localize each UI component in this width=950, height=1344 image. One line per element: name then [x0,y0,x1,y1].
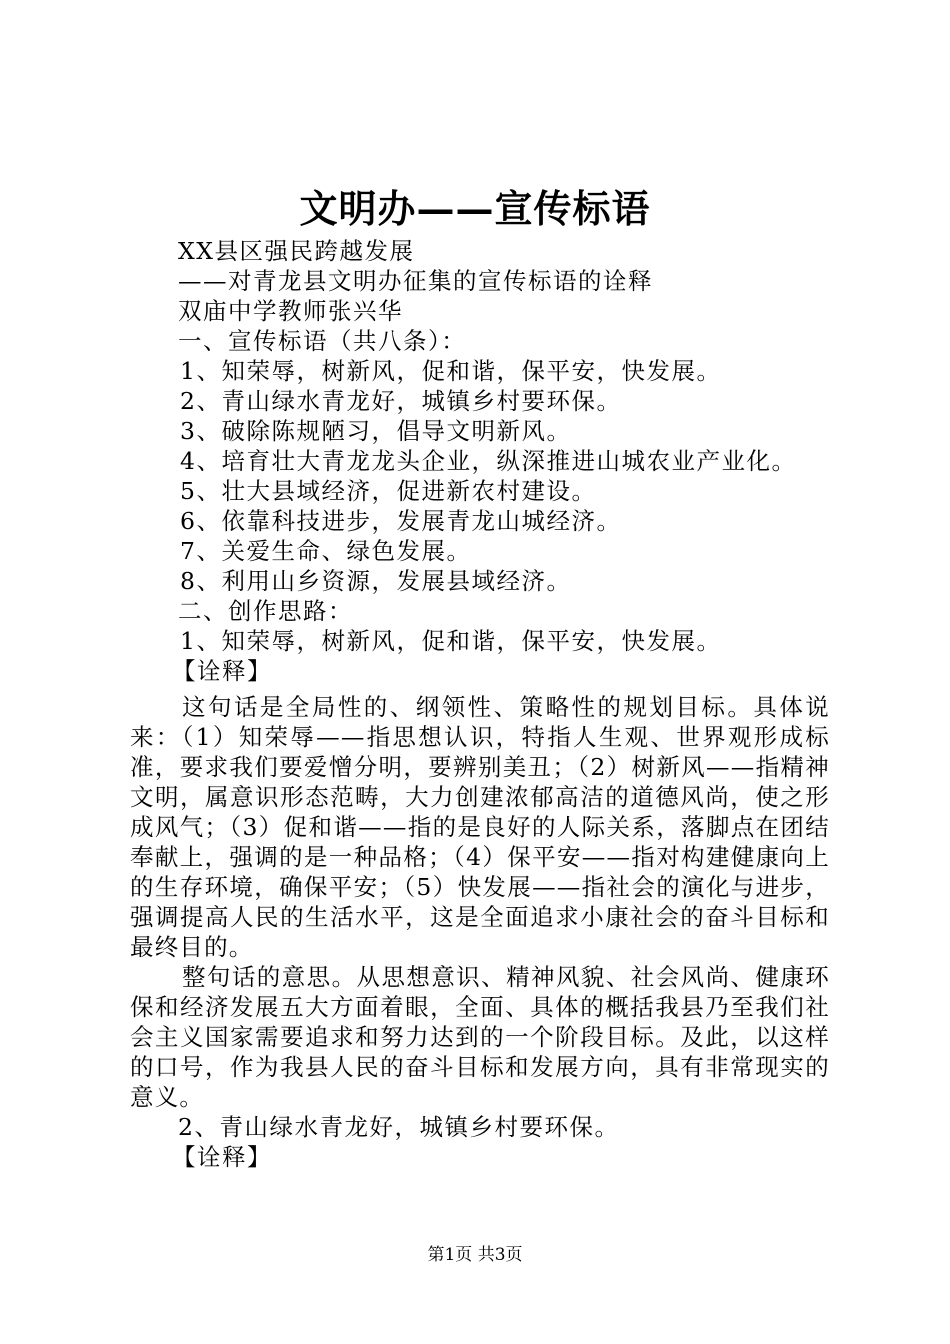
explained-slogan: 1、知荣辱，树新风，促和谐，保平安，快发展。 [180,627,722,655]
annotation-label: 【诠释】 [172,657,272,685]
annotation-label: 【诠释】 [172,1143,272,1171]
annotation-paragraph: 整句话的意思。从思想意识、精神风貌、社会风尚、健康环保和经济发展五大方面着眼，全面、具体的概括我县乃至我们社会主义国家需要追求和努力达到的一个阶段目标。及此，以这样的口号，作为我县人民的奋斗目标和发展方向，具有非常现实的意义。 [130,963,830,1111]
page-footer: 第1页 共3页 [427,1245,523,1265]
slogan-item: 4、培育壮大青龙龙头企业，纵深推进山城农业产业化。 [180,447,797,475]
explained-slogan: 2、青山绿水青龙好，城镇乡村要环保。 [178,1113,620,1141]
slogan-item: 6、依靠科技进步，发展青龙山城经济。 [180,507,622,535]
slogan-item: 3、破除陈规陋习，倡导文明新风。 [180,417,572,445]
slogan-item: 2、青山绿水青龙好，城镇乡村要环保。 [180,387,622,415]
section-heading: 一、宣传标语（共八条）： [178,327,467,355]
annotation-block [130,692,830,1172]
document-title: 文明办——宣传标语 [299,186,651,231]
subtitle-line: XX县区强民跨越发展 [178,237,415,265]
slogan-item: 1、知荣辱，树新风，促和谐，保平安，快发展。 [180,357,722,385]
annotation-paragraph: 这句话是全局性的、纲领性、策略性的规划目标。具体说来：（1）知荣辱——指思想认识，特指人生观、世界观形成标准，要求我们要爱憎分明，要辨别美丑；（2）树新风——指精神文明，属意识形态范畴，大力创建浓郁高洁的道德风尚，使之形成风气；（3）促和谐——指的是良好的人际关系，落脚点在团结奉献上，强调的是一种品格；（4）保平安——指对构建健康向上的生存环境，确保平安；（5）快发展——指社会的演化与进步，强调提高人民的生活水平，这是全面追求小康社会的奋斗目标和最终目的。 [130,693,830,961]
document-body [130,236,830,686]
slogan-item: 5、壮大县域经济，促进新农村建设。 [180,477,597,505]
slogan-item: 7、关爱生命、绿色发展。 [180,537,472,565]
subtitle-line: ——对青龙县文明办征集的宣传标语的诠释 [178,267,653,295]
section-heading: 二、创作思路： [178,597,353,625]
author-line: 双庙中学教师张兴华 [178,297,403,325]
slogan-item: 8、利用山乡资源，发展县域经济。 [180,567,572,595]
